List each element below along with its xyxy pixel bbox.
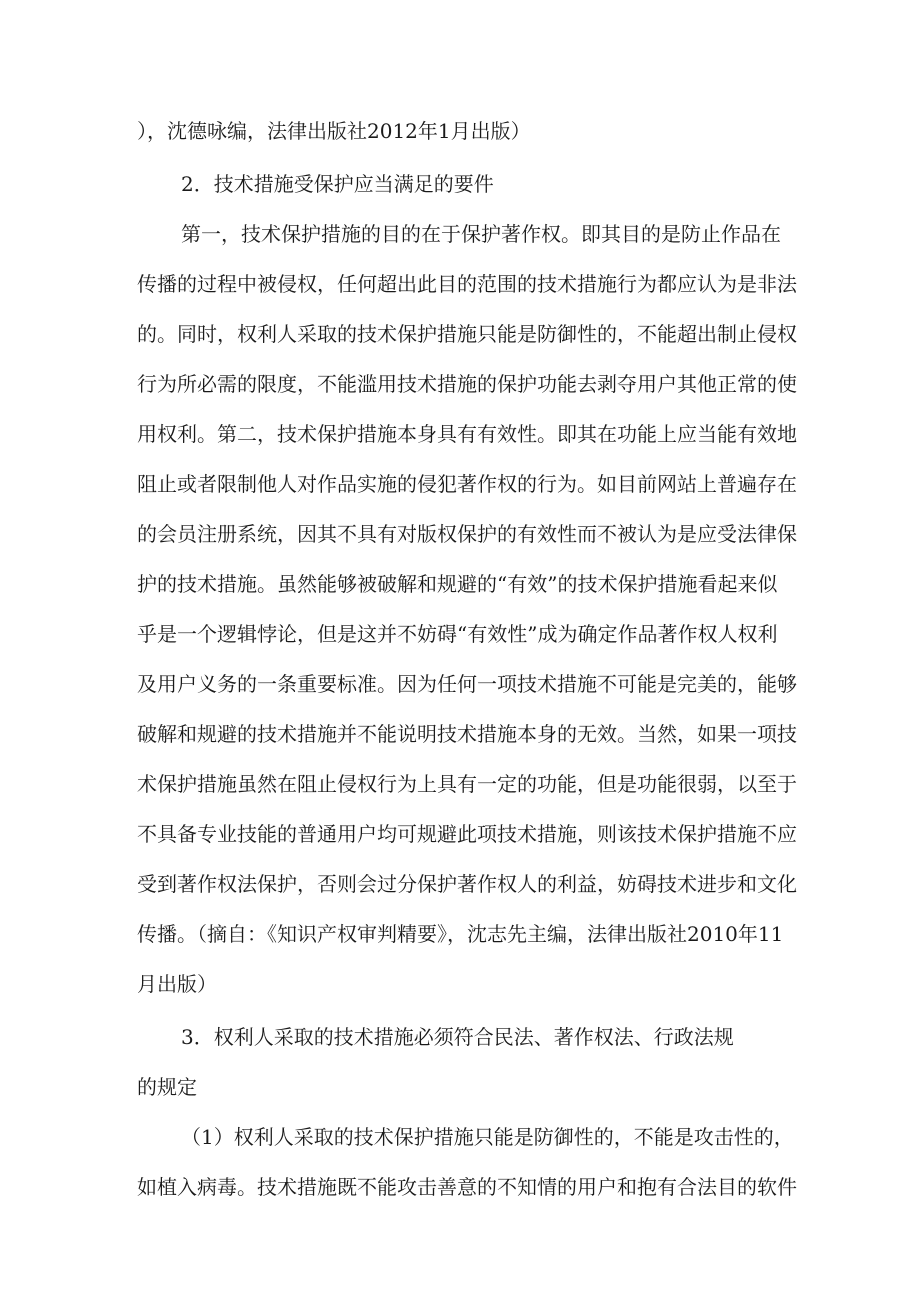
text-line: 月出版） bbox=[137, 972, 217, 996]
text-line: 传播。（摘自：《知识产权审判精要》，沈志先主编，法律出版社2010年11 bbox=[137, 922, 784, 946]
text-line: 用权利。第二，技术保护措施本身具有有效性。即其在功能上应当能有效地 bbox=[137, 422, 797, 446]
text-line: 不具备专业技能的普通用户均可规避此项技术措施，则该技术保护措施不应 bbox=[137, 822, 797, 846]
text-line: 受到著作权法保护，否则会过分保护著作权人的利益，妨碍技术进步和文化 bbox=[137, 872, 797, 896]
text-line: 乎是一个逻辑悖论，但是这并不妨碍“有效性”成为确定作品著作权人权利 bbox=[137, 622, 778, 646]
text-line: 的会员注册系统，因其不具有对版权保护的有效性而不被认为是应受法律保 bbox=[137, 522, 797, 546]
text-line: 破解和规避的技术措施并不能说明技术措施本身的无效。当然，如果一项技 bbox=[137, 722, 797, 746]
text-line: （1）权利人采取的技术保护措施只能是防御性的，不能是攻击性的， bbox=[181, 1125, 794, 1149]
text-line: 护的技术措施。虽然能够被破解和规避的“有效”的技术保护措施看起来似 bbox=[137, 572, 778, 596]
text-line: 第一，技术保护措施的目的在于保护著作权。即其目的是防止作品在 bbox=[181, 222, 781, 246]
section-heading: 2．技术措施受保护应当满足的要件 bbox=[181, 172, 494, 196]
section-heading: 3．权利人采取的技术措施必须符合民法、著作权法、行政法规 bbox=[181, 1025, 734, 1049]
text-line: 阻止或者限制他人对作品实施的侵犯著作权的行为。如目前网站上普遍存在 bbox=[137, 472, 797, 496]
text-line: ），沈德咏编，法律出版社2012年1月出版） bbox=[137, 119, 531, 143]
section-heading-continuation: 的规定 bbox=[137, 1075, 197, 1099]
text-line: 行为所必需的限度，不能滥用技术措施的保护功能去剥夺用户其他正常的使 bbox=[137, 372, 797, 396]
text-line: 传播的过程中被侵权，任何超出此目的范围的技术措施行为都应认为是非法 bbox=[137, 272, 797, 296]
text-line: 术保护措施虽然在阻止侵权行为上具有一定的功能，但是功能很弱，以至于 bbox=[137, 772, 797, 796]
text-line: 及用户义务的一条重要标准。因为任何一项技术措施不可能是完美的，能够 bbox=[137, 672, 797, 696]
text-line: 的。同时，权利人采取的技术保护措施只能是防御性的，不能超出制止侵权 bbox=[137, 322, 797, 346]
text-line: 如植入病毒。技术措施既不能攻击善意的不知情的用户和抱有合法目的软件 bbox=[137, 1175, 797, 1199]
